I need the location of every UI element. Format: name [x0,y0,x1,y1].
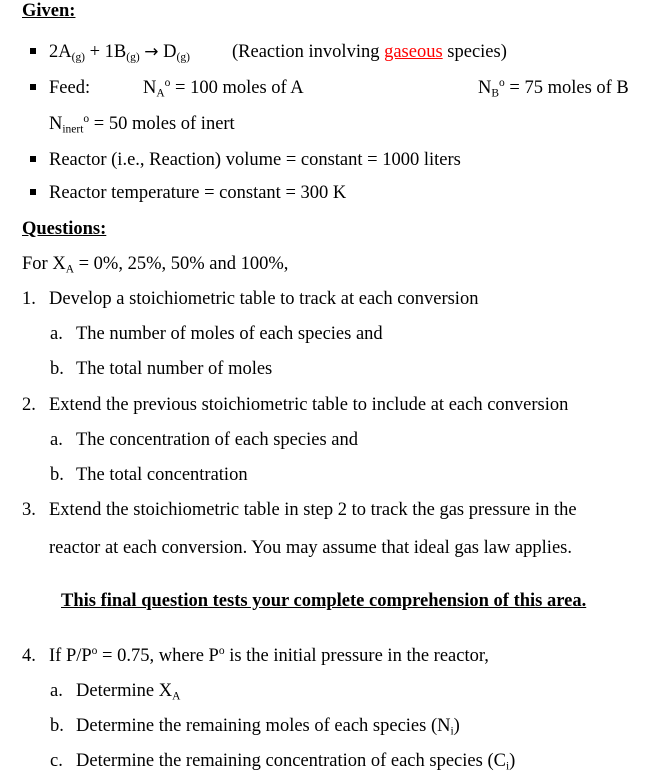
q1a-text: The number of moles of each species and [76,324,383,344]
feed-na: $N_A^o = 100$ moles of A [143,77,304,100]
q4-number: 4. [22,646,36,666]
reaction-description: (Reaction involving gaseous species) [232,42,507,62]
q2a-text: The concentration of each species and [76,430,358,450]
reactor-temperature: Reactor temperature = constant = 300 K [49,183,347,203]
q4-text: If $P/P^o = 0.75$, where $P^o$ is the initial pressure in the reactor, [49,645,489,666]
questions-heading: Questions: [22,219,107,239]
q4b-text: Determine the remaining moles of each species $(N_i)$ [76,716,460,738]
feed-label: Feed: [49,78,91,98]
given-heading: Given: [22,1,76,21]
q1b-text: The total number of moles [76,359,273,379]
q2-number: 2. [22,395,36,415]
q4a-text: Determine $X_A$ [76,681,181,703]
q2b-mark: b. [50,465,64,485]
q1b-mark: b. [50,359,64,379]
final-question-note: This final question tests your complete comprehension of this area. [61,591,587,611]
bullet-icon [30,84,36,90]
questions-intro: For $X_A = 0\%$, 25%, 50% and 100%, [22,254,289,276]
q3-text: Extend the stoichiometric table in step 2 to track the gas pressure in the [49,500,577,520]
bullet-icon [30,48,36,54]
q2b-text: The total concentration [76,465,248,485]
reaction-equation: $2A_{(g)} + 1B_{(g)} \to D_{(g)}$ [49,42,190,64]
bullet-icon [30,156,36,162]
q2a-mark: a. [50,430,63,450]
q1a-mark: a. [50,324,63,344]
q1-number: 1. [22,289,36,309]
feed-ninert: $N_{inert}^o = 50$ moles of inert [49,113,235,136]
q3-text-continued: reactor at each conversion. You may assume that ideal gas law applies. [49,538,572,558]
q1-text: Develop a stoichiometric table to track at each conversion [49,289,479,309]
reactor-volume: Reactor (i.e., Reaction) volume = constant = 1000 liters [49,150,461,170]
feed-nb: $N_B^o = 75$ moles of B [478,77,629,100]
q4c-mark: c. [50,751,63,771]
q3-number: 3. [22,500,36,520]
q4b-mark: b. [50,716,64,736]
bullet-icon [30,189,36,195]
q2-text: Extend the previous stoichiometric table to include at each conversion [49,395,569,415]
q4c-text: Determine the remaining concentration of each species $(C_i)$ [76,751,516,773]
arrow-icon: → [144,42,159,62]
q4a-mark: a. [50,681,63,701]
gaseous-highlight: gaseous [384,42,443,62]
